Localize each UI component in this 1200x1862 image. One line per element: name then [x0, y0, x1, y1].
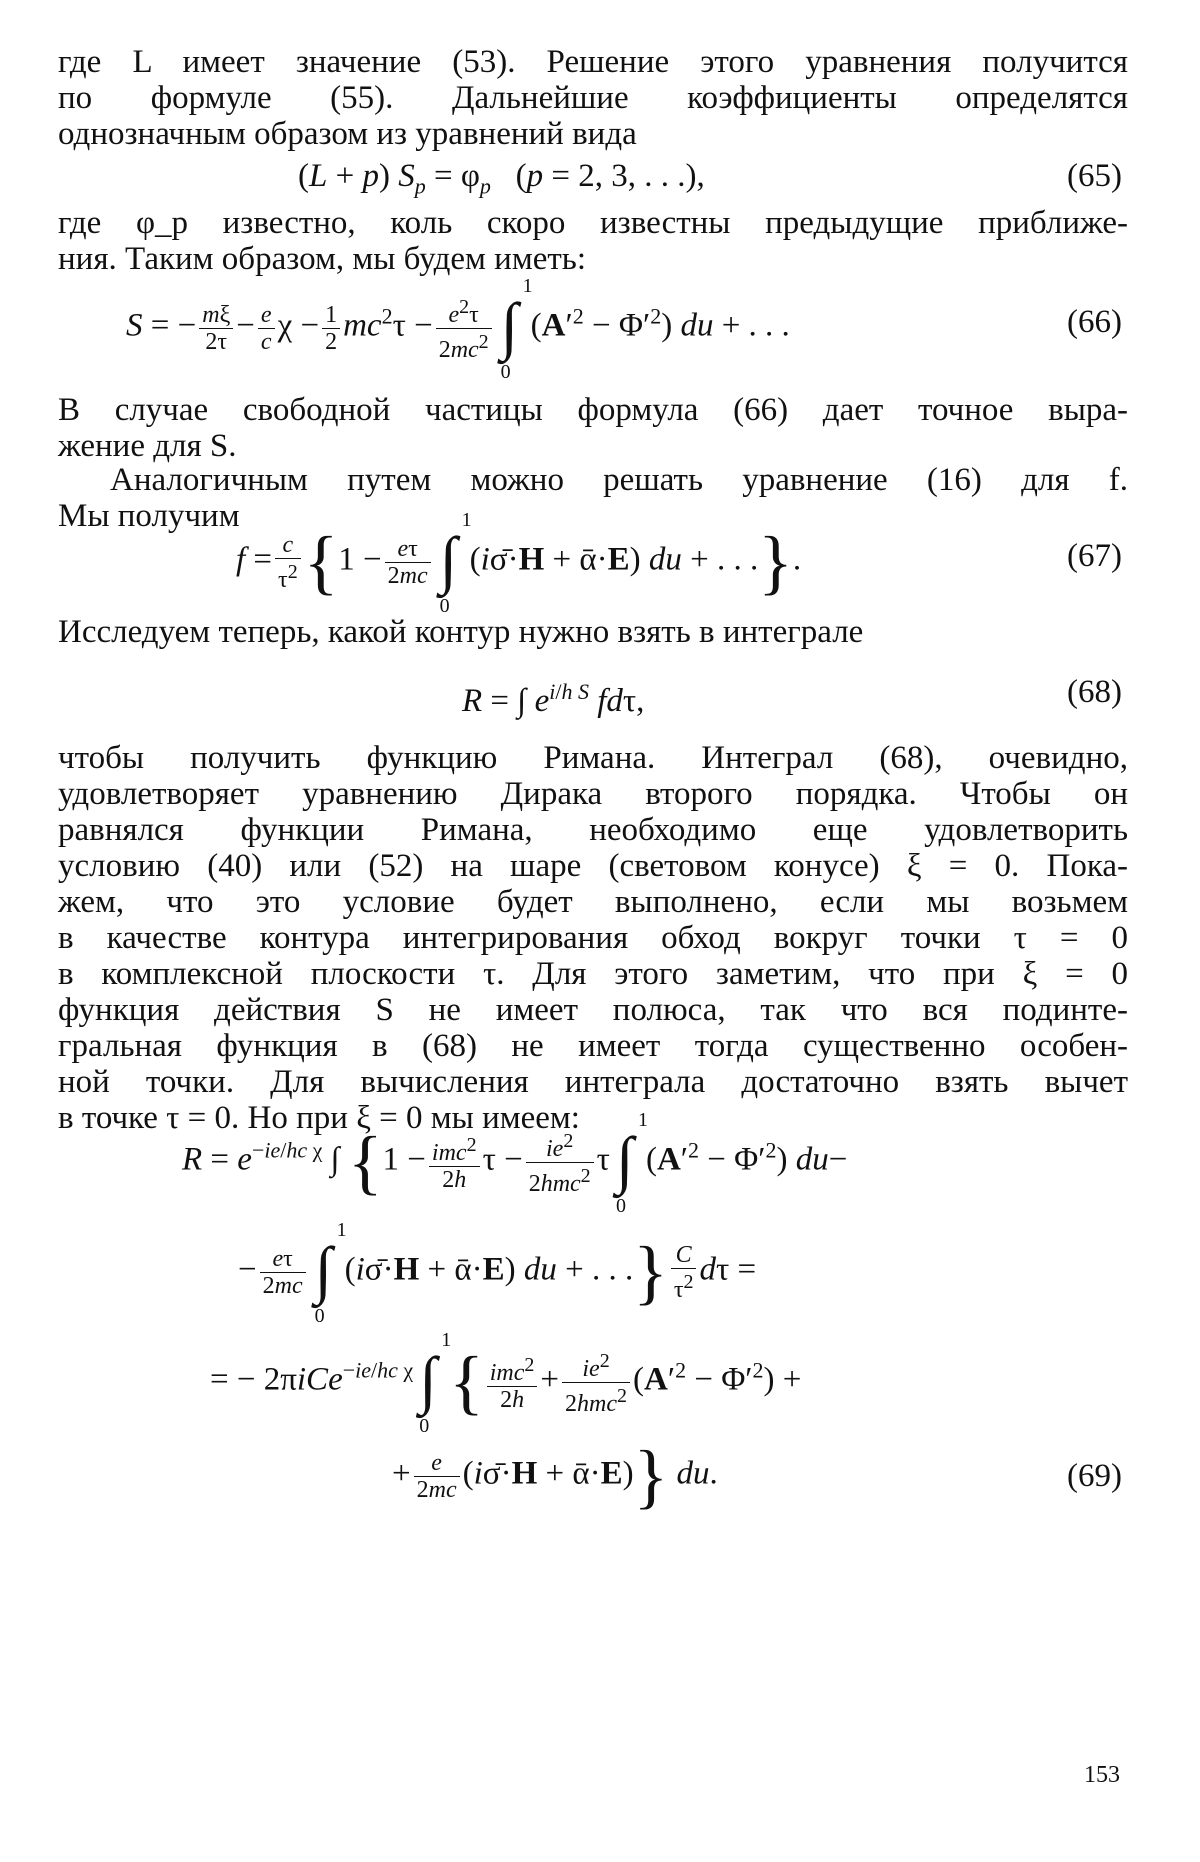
- paragraph-5: [58, 614, 1128, 650]
- equation-69-line-1: $R = e^{-ie/hc \chi}$ ∫ {1 − $\frac{imc^2}{2h}$ τ − $\frac{ie^2}{2hmc^2}$ τ ∫ 1 0 $(A'^2 - \Phi'^2)$ du−: [182, 1109, 848, 1217]
- equation-68: R = ∫ $e^{i/h S}$ fdτ,: [462, 679, 645, 719]
- text-line: функция действия S не имеет полюса, так что вся подинте-: [58, 992, 1128, 1028]
- text-line: где φ_p известно, коль скоро известны предыдущие приближе-: [58, 205, 1128, 241]
- paragraph-2: [58, 205, 1128, 277]
- text-line: В случае свободной частицы формула (66) дает точное выра-: [58, 392, 1128, 428]
- text-line: удовлетворяет уравнению Дирака второго порядка. Чтобы он: [58, 776, 1128, 812]
- text-line: жение для S.: [58, 428, 237, 464]
- text-line: в качестве контура интегрирования обход вокруг точки τ = 0: [58, 920, 1128, 956]
- text-line: Исследуем теперь, какой контур нужно взять в интеграле: [58, 614, 864, 650]
- text-line: Мы получим: [58, 498, 240, 534]
- text-line: чтобы получить функцию Римана. Интеграл (68), очевидно,: [58, 740, 1128, 776]
- text-line: ной точки. Для вычисления интеграла достаточно взять вычет: [58, 1064, 1128, 1100]
- equation-number-66: (66): [1067, 304, 1122, 340]
- text-line: гральная функция в (68) не имеет тогда существенно особен-: [58, 1028, 1128, 1064]
- paragraph-1: [58, 44, 1128, 152]
- page-number: 153: [1084, 1762, 1120, 1788]
- text-line: в точке τ = 0. Но при ξ = 0 мы имеем:: [58, 1100, 580, 1136]
- equation-65: (L + p) $S_p = \varphi_p$ (p = 2, 3, . . .),: [298, 158, 705, 199]
- text-line: где L имеет значение (53). Решение этого уравнения получится: [58, 44, 1128, 80]
- paragraph-6: [58, 740, 1128, 1136]
- text-line: Аналогичным путем можно решать уравнение (16) для f.: [110, 462, 1128, 498]
- text-line: равнялся функции Римана, необходимо еще удовлетворить: [58, 812, 1128, 848]
- text-line: однозначным образом из уравнений вида: [58, 116, 637, 152]
- equation-number-68: (68): [1067, 674, 1122, 710]
- text-line: в комплексной плоскости τ. Для этого заметим, что при ξ = 0: [58, 956, 1128, 992]
- equation-69-line-4: + $\frac{e}{2mc}$ (iσ̄·H + ᾱ·E)} du.: [392, 1436, 718, 1516]
- equation-number-69: (69): [1067, 1458, 1122, 1494]
- text-line: по формуле (55). Дальнейшие коэффициенты определятся: [58, 80, 1128, 116]
- text-line: условию (40) или (52) на шаре (световом конусе) ξ = 0. Пока-: [58, 848, 1128, 884]
- equation-69-line-3: = − 2πiCe$^{-ie/hc \chi}$ ∫ 1 0 { $\frac{imc^2}{2h}$ + $\frac{ie^2}{2hmc^2}$ $(A'^2 - \Phi'^2)$ +: [210, 1329, 802, 1437]
- text-line: ния. Таким образом, мы будем иметь:: [58, 241, 586, 277]
- equation-66: S = − $\frac{m\xi}{2\tau}$ − $\frac{e}{c}$ χ − $\frac{1}{2}$ $mc^2\tau$ − $\frac{e^2\tau}{2mc^2}$ ∫ 1 0 $(A'^2 - \Phi'^2)$ du + . . .: [126, 275, 790, 383]
- equation-69-line-2: − $\frac{e\tau}{2mc}$ ∫ 1 0 (iσ̄·H + ᾱ·E) du + . . .} $\frac{C}{\tau^2}$ dτ =: [238, 1219, 757, 1327]
- equation-67: f = $\frac{c}{\tau^2}$ {1 − $\frac{e\tau}{2mc}$ ∫ 1 0 (iσ̄·H + ᾱ·E) du + . . .}.: [236, 509, 802, 617]
- equation-number-67: (67): [1067, 538, 1122, 574]
- text-line: жем, что это условие будет выполнено, если мы возьмем: [58, 884, 1128, 920]
- equation-number-65: (65): [1067, 158, 1122, 194]
- paragraph-3: [58, 392, 1128, 464]
